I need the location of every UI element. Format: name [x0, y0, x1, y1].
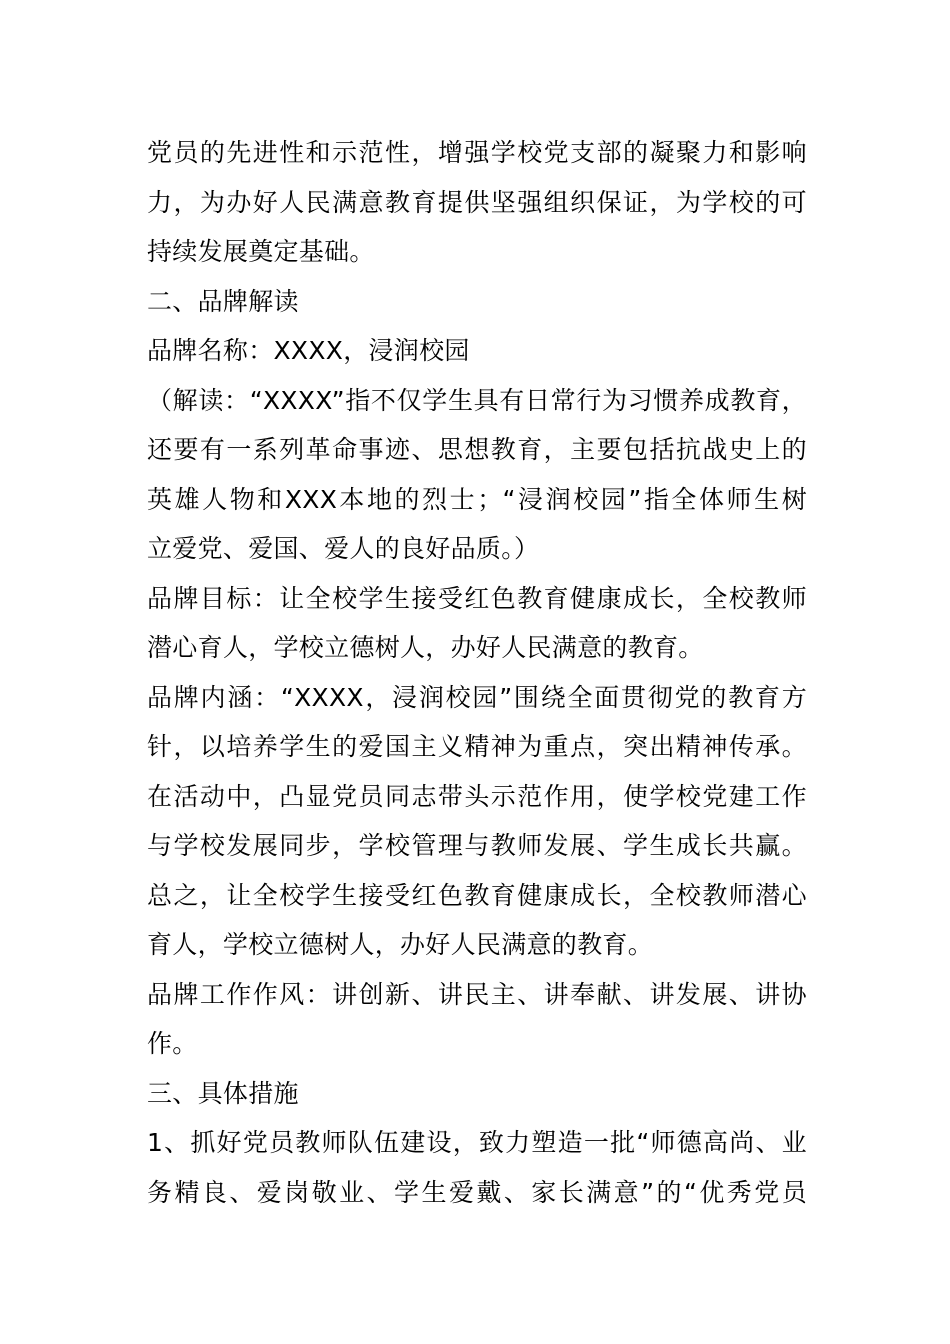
text-line: 针，以培养学生的爱国主义精神为重点，突出精神传承。	[147, 732, 807, 761]
text-line: 二、品牌解读	[147, 286, 299, 316]
text-line: 党员的先进性和示范性，增强学校党支部的凝聚力和影响	[147, 138, 807, 167]
text-line: 三、具体措施	[147, 1078, 299, 1108]
text-line: 品牌内涵：“XXXX，浸润校园”围绕全面贯彻党的教育方	[147, 682, 807, 712]
text-line: 1、抓好党员教师队伍建设，致力塑造一批“师德高尚、业	[147, 1128, 807, 1157]
text-line: 潜心育人，学校立德树人，办好人民满意的教育。	[147, 633, 704, 662]
text-line: 持续发展奠定基础。	[147, 237, 375, 266]
text-line: 作。	[147, 1029, 198, 1058]
text-line: （解读：“XXXX”指不仅学生具有日常行为习惯养成教育，	[147, 385, 807, 415]
text-line: 力，为办好人民满意教育提供坚强组织保证，为学校的可	[147, 187, 807, 217]
text-line: 品牌名称：XXXX，浸润校园	[147, 336, 470, 365]
text-line: 还要有一系列革命事迹、思想教育，主要包括抗战史上的	[147, 435, 807, 464]
text-line: 育人，学校立德树人，办好人民满意的教育。	[147, 930, 654, 959]
text-line: 立爱党、爱国、爱人的良好品质。）	[147, 534, 540, 563]
text-line: 务精良、爱岗敬业、学生爱戴、家长满意”的“优秀党员	[147, 1177, 807, 1207]
text-line: 品牌目标：让全校学生接受红色教育健康成长，全校教师	[147, 583, 807, 613]
text-line: 英雄人物和XXX本地的烈士；“浸润校园”指全体师生树	[147, 484, 807, 514]
document-body	[147, 128, 807, 1217]
text-line: 品牌工作作风：讲创新、讲民主、讲奉献、讲发展、讲协	[147, 979, 807, 1009]
text-line: 在活动中，凸显党员同志带头示范作用，使学校党建工作	[147, 781, 807, 811]
text-line: 与学校发展同步，学校管理与教师发展、学生成长共赢。	[147, 831, 807, 860]
text-line: 总之，让全校学生接受红色教育健康成长，全校教师潜心	[147, 880, 807, 910]
